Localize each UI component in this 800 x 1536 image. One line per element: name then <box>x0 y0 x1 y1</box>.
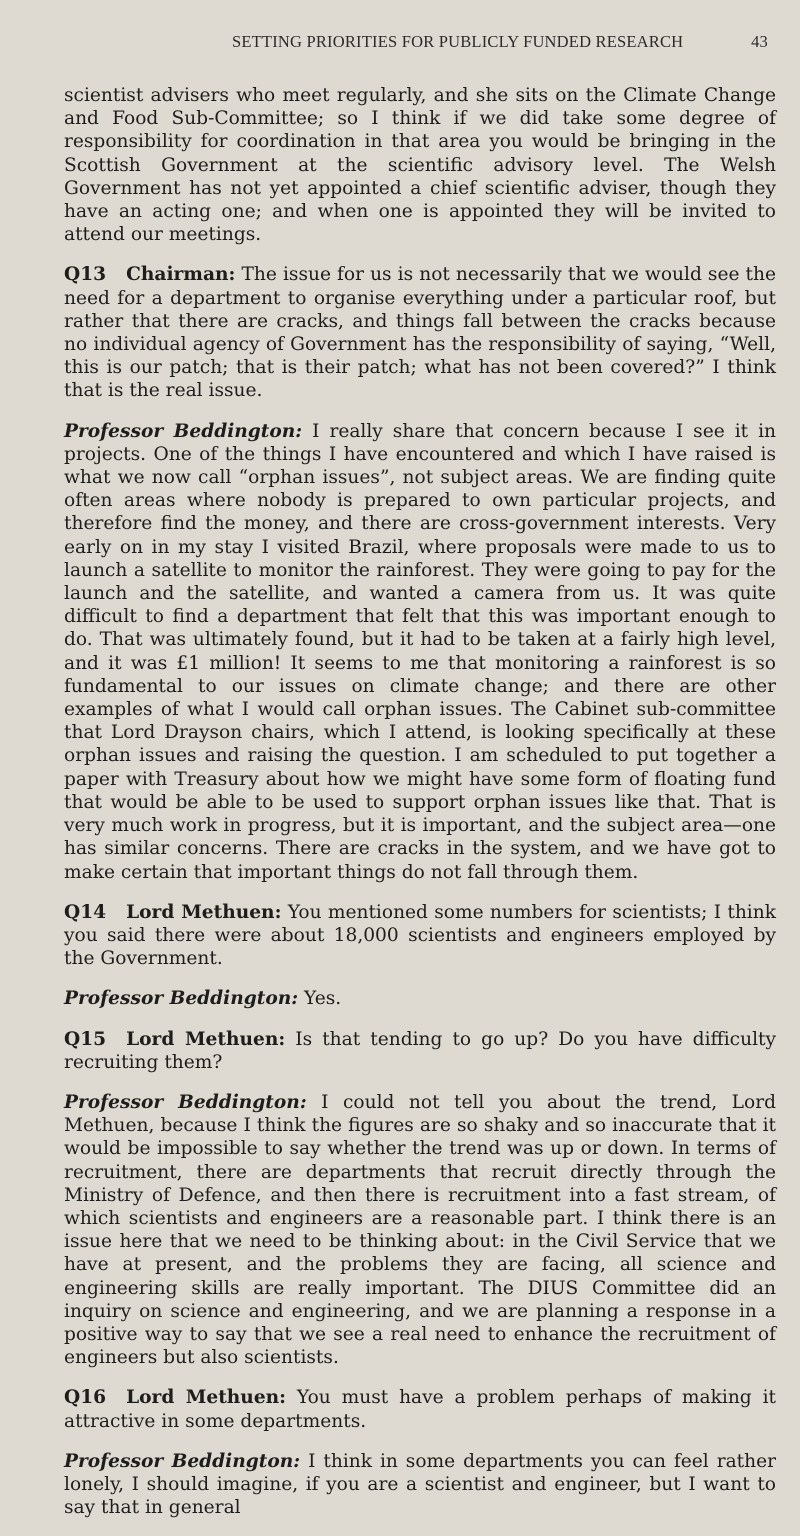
speaker-name: Professor Beddington: <box>64 1091 307 1113</box>
speaker-name: Professor Beddington: <box>64 1450 301 1472</box>
answer-beddington <box>64 420 776 884</box>
question-q16 <box>64 1386 776 1432</box>
answer-beddington <box>64 1450 776 1520</box>
page-number: 43 <box>751 32 768 51</box>
question-number: Q13 <box>64 264 107 286</box>
paragraph-text: Yes. <box>304 988 342 1010</box>
document-body <box>64 84 776 1536</box>
speaker-name: Lord Methuen: <box>126 901 282 923</box>
answer-beddington <box>64 1091 776 1369</box>
paragraph-text: You mentioned some numbers for scientists; I think you said there were about 18,000 scientists and engineers employed by the Government. <box>64 901 776 970</box>
header-title: SETTING PRIORITIES FOR PUBLICLY FUNDED RESEARCH <box>232 32 684 51</box>
paragraph-continuation <box>64 84 776 246</box>
question-number: Q16 <box>64 1387 107 1409</box>
paragraph-text: Is that tending to go up? Do you have difficulty recruiting them? <box>64 1028 776 1073</box>
answer-beddington <box>64 987 776 1010</box>
speaker-name: Lord Methuen: <box>126 1387 287 1409</box>
paragraph-text: The issue for us is not necessarily that we would see the need for a department to organise everything under a particular roof, but rather that there are cracks, and things fall between the cracks because no individual agency of Government has the responsibility of saying, “Well, this is our patch; that is their patch; what has not been covered?” I think that is the real issue. <box>64 264 776 402</box>
paragraph-text: I could not tell you about the trend, Lord Methuen, because I think the figures are so shaky and so inaccurate that it would be impossible to say whether the trend was up or down. In terms of recruitment, there are departments that recruit directly through the Ministry of Defence, and then there is recruitment into a fast stream, of which scientists and engineers are a reasonable part. I think there is an issue here that we need to be thinking about: in the Civil Service that we have at present, and the problems they are facing, all science and engineering skills are really important. The DIUS Committee did an inquiry on science and engineering, and we are planning a response in a positive way to say that we see a real need to enhance the recruitment of engineers but also scientists. <box>64 1091 776 1369</box>
question-q15 <box>64 1028 776 1074</box>
paragraph-text: I really share that concern because I see it in projects. One of the things I have encountered and which I have raised is what we now call “orphan issues”, not subject areas. We are finding quite often areas where nobody is prepared to own particular projects, and therefore find the money, and there are cross-government interests. Very early on in my stay I visited Brazil, where proposals were made to us to launch a satellite to monitor the rainforest. They were going to pay for the launch and the satellite, and wanted a camera from us. It was quite difficult to find a department that felt that this was important enough to do. That was ultimately found, but it had to be taken at a fairly high level, and it was £1 million! It seems to me that monitoring a rainforest is so fundamental to our issues on climate change; and there are other examples of what I would call orphan issues. The Cabinet sub-committee that Lord Drayson chairs, which I attend, is looking specifically at these orphan issues and raising the question. I am scheduled to put together a paper with Treasury about how we might have some form of floating fund that would be able to be used to support orphan issues like that. That is very much work in progress, but it is important, and the subject area—one has similar concerns. There are cracks in the system, and we have got to make certain that important things do not fall through them. <box>64 420 776 883</box>
speaker-name: Professor Beddington: <box>64 420 303 442</box>
question-number: Q15 <box>64 1028 107 1050</box>
paragraph-text: You must have a problem perhaps of making it attractive in some departments. <box>64 1387 776 1432</box>
paragraph-text: scientist advisers who meet regularly, and she sits on the Climate Change and Food Sub-Committee; so I think if we did take some degree of responsibility for coordination in that area you would be bringing in the Scottish Government at the scientific advisory level. The Welsh Government has not yet appointed a chief scientific adviser, though they have an acting one; and when one is appointed they will be invited to attend our meetings. <box>64 85 776 246</box>
question-q14 <box>64 901 776 971</box>
speaker-name: Lord Methuen: <box>126 1028 286 1050</box>
question-q13 <box>64 263 776 402</box>
question-number: Q14 <box>64 901 107 923</box>
paragraph-text: I think in some departments you can feel rather lonely, I should imagine, if you are a scientist and engineer, but I want to say that in general <box>64 1450 777 1519</box>
running-header <box>232 32 768 54</box>
speaker-name: Professor Beddington: <box>64 988 299 1010</box>
speaker-name: Chairman: <box>126 264 236 286</box>
